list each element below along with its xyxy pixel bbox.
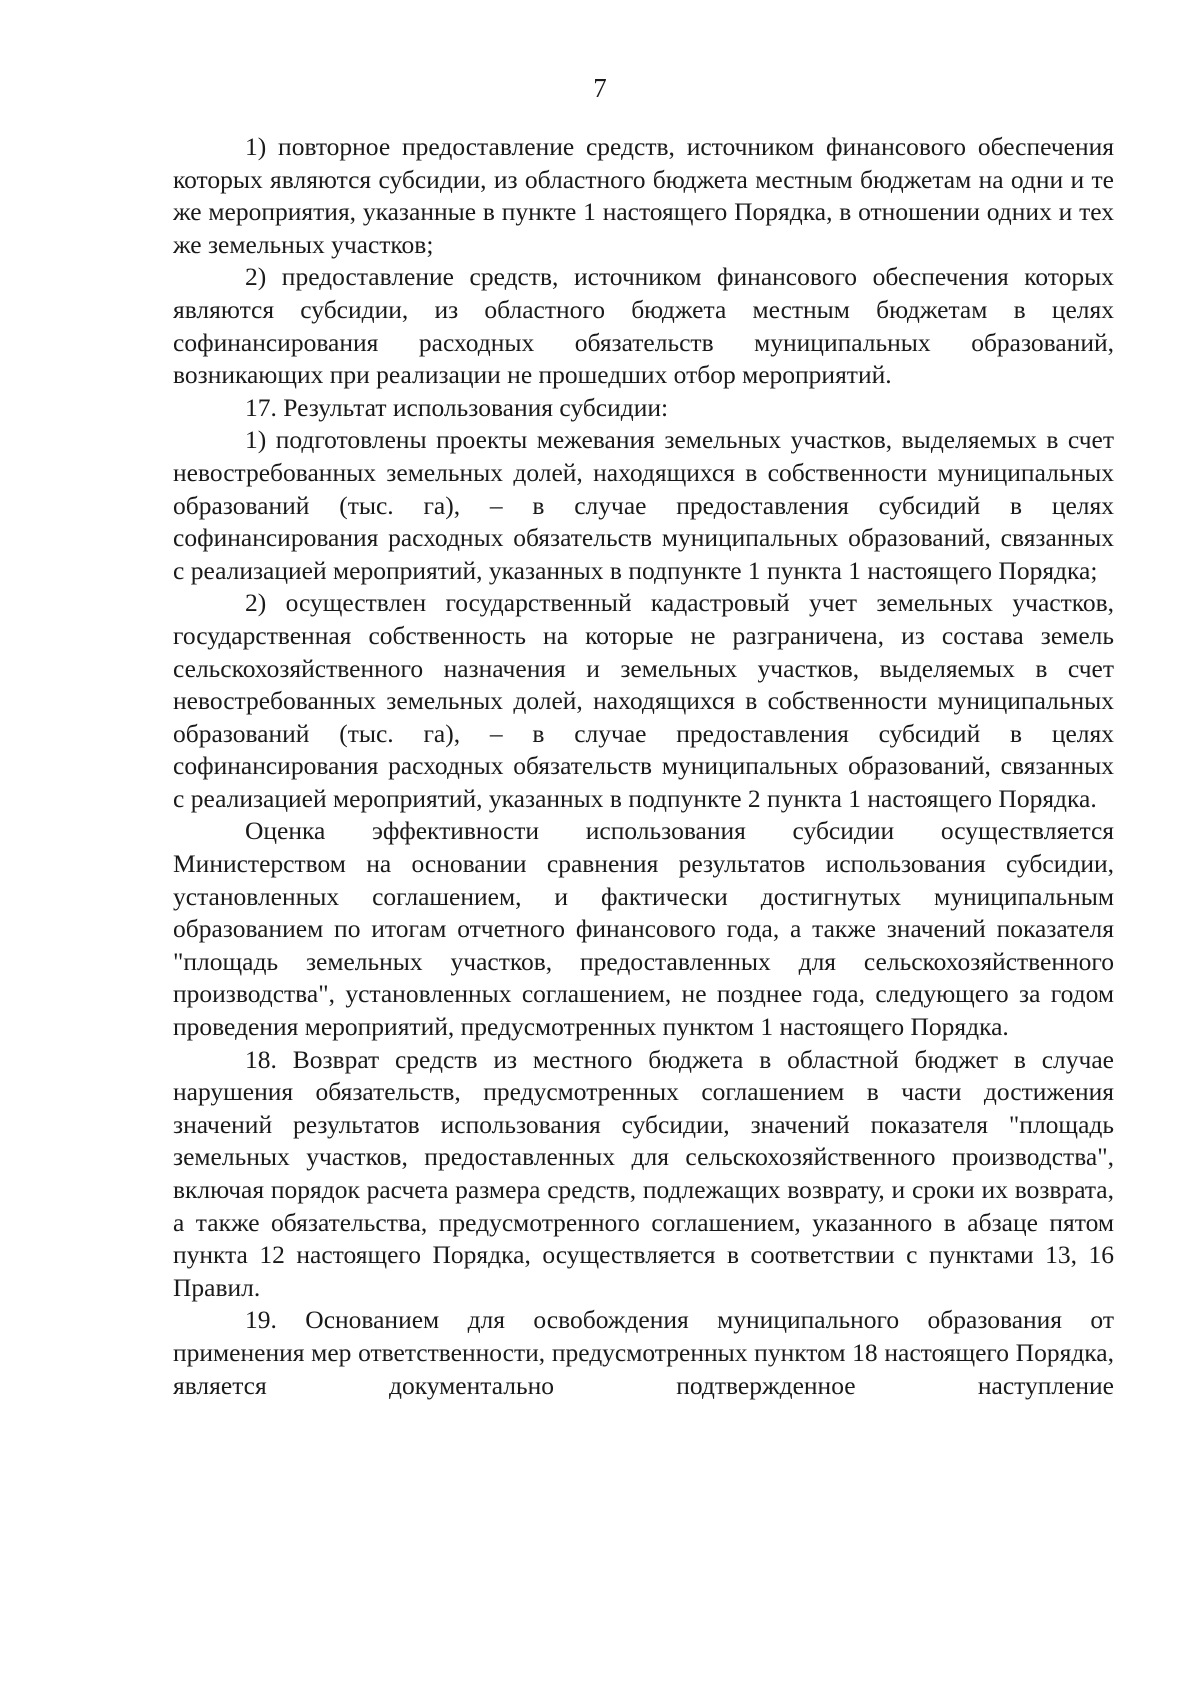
paragraph-subitem-1-repeat-funding: 1) повторное предоставление средств, источником финансового обеспечения которых являются субсидии, из областного бюджета местным бюджетам на одни и те же мероприятия, указанные в пункте 1 настоящего Порядка, в отношении одних и тех же земельных участков; bbox=[173, 132, 1114, 259]
paragraph-item-18-refund: 18. Возврат средств из местного бюджета в областной бюджет в случае нарушения обязательств, предусмотренных соглашением в части достижения значений результатов использования субсидии, значений показателя "площадь земельных участков, предоставленных для сельскохозяйственного производства", включая порядок расчета размера средств, подлежащих возврату, и сроки их возврата, а также обязательства, предусмотренного соглашением, указанного в абзаце пятом пункта 12 настоящего Порядка, осуществляется в соответствии с пунктами 13, 16 Правил. bbox=[173, 1044, 1114, 1302]
paragraph-item-17-heading: 17. Результат использования субсидии: bbox=[245, 392, 669, 422]
paragraph-efficiency-evaluation: Оценка эффективности использования субсидии осуществляется Министерством на основании сравнения результатов использования субсидии, установленных соглашением, и фактически достигнутых муниципальным образованием по итогам отчетного финансового года, а также значений показателя "площадь земельных участков, предоставленных для сельскохозяйственного производства", установленных соглашением, не позднее года, следующего за годом проведения мероприятий, предусмотренных пунктом 1 настоящего Порядка. bbox=[173, 816, 1114, 1042]
paragraph-item-19-exemption: 19. Основанием для освобождения муниципального образования от применения мер ответственности, предусмотренных пунктом 18 настоящего Порядка, является документально подтвержденное наступление bbox=[173, 1305, 1114, 1400]
page-number: 7 bbox=[593, 73, 607, 103]
paragraph-result-1-survey-projects: 1) подготовлены проекты межевания земельных участков, выделяемых в счет невостребованных земельных долей, находящихся в собственности муниципальных образований (тыс. га), – в случае предоставления субсидий в целях софинансирования расходных обязательств муниципальных образований, связанных с реализацией мероприятий, указанных в подпункте 1 пункта 1 настоящего Порядка; bbox=[173, 425, 1114, 585]
paragraph-subitem-2-unselected-measures: 2) предоставление средств, источником финансового обеспечения которых являются субсидии, из областного бюджета местным бюджетам в целях софинансирования расходных обязательств муниципальных образований, возникающих при реализации не прошедших отбор мероприятий. bbox=[173, 262, 1114, 390]
paragraph-result-2-cadastral-registration: 2) осуществлен государственный кадастровый учет земельных участков, государственная собственность на которые не разграничена, из состава земель сельскохозяйственного назначения и земельных участков, выделяемых в счет невостребованных земельных долей, находящихся в собственности муниципальных образований (тыс. га), – в случае предоставления субсидий в целях софинансирования расходных обязательств муниципальных образований, связанных с реализацией мероприятий, указанных в подпункте 2 пункта 1 настоящего Порядка. bbox=[173, 588, 1114, 813]
document-body bbox=[173, 131, 1114, 1402]
